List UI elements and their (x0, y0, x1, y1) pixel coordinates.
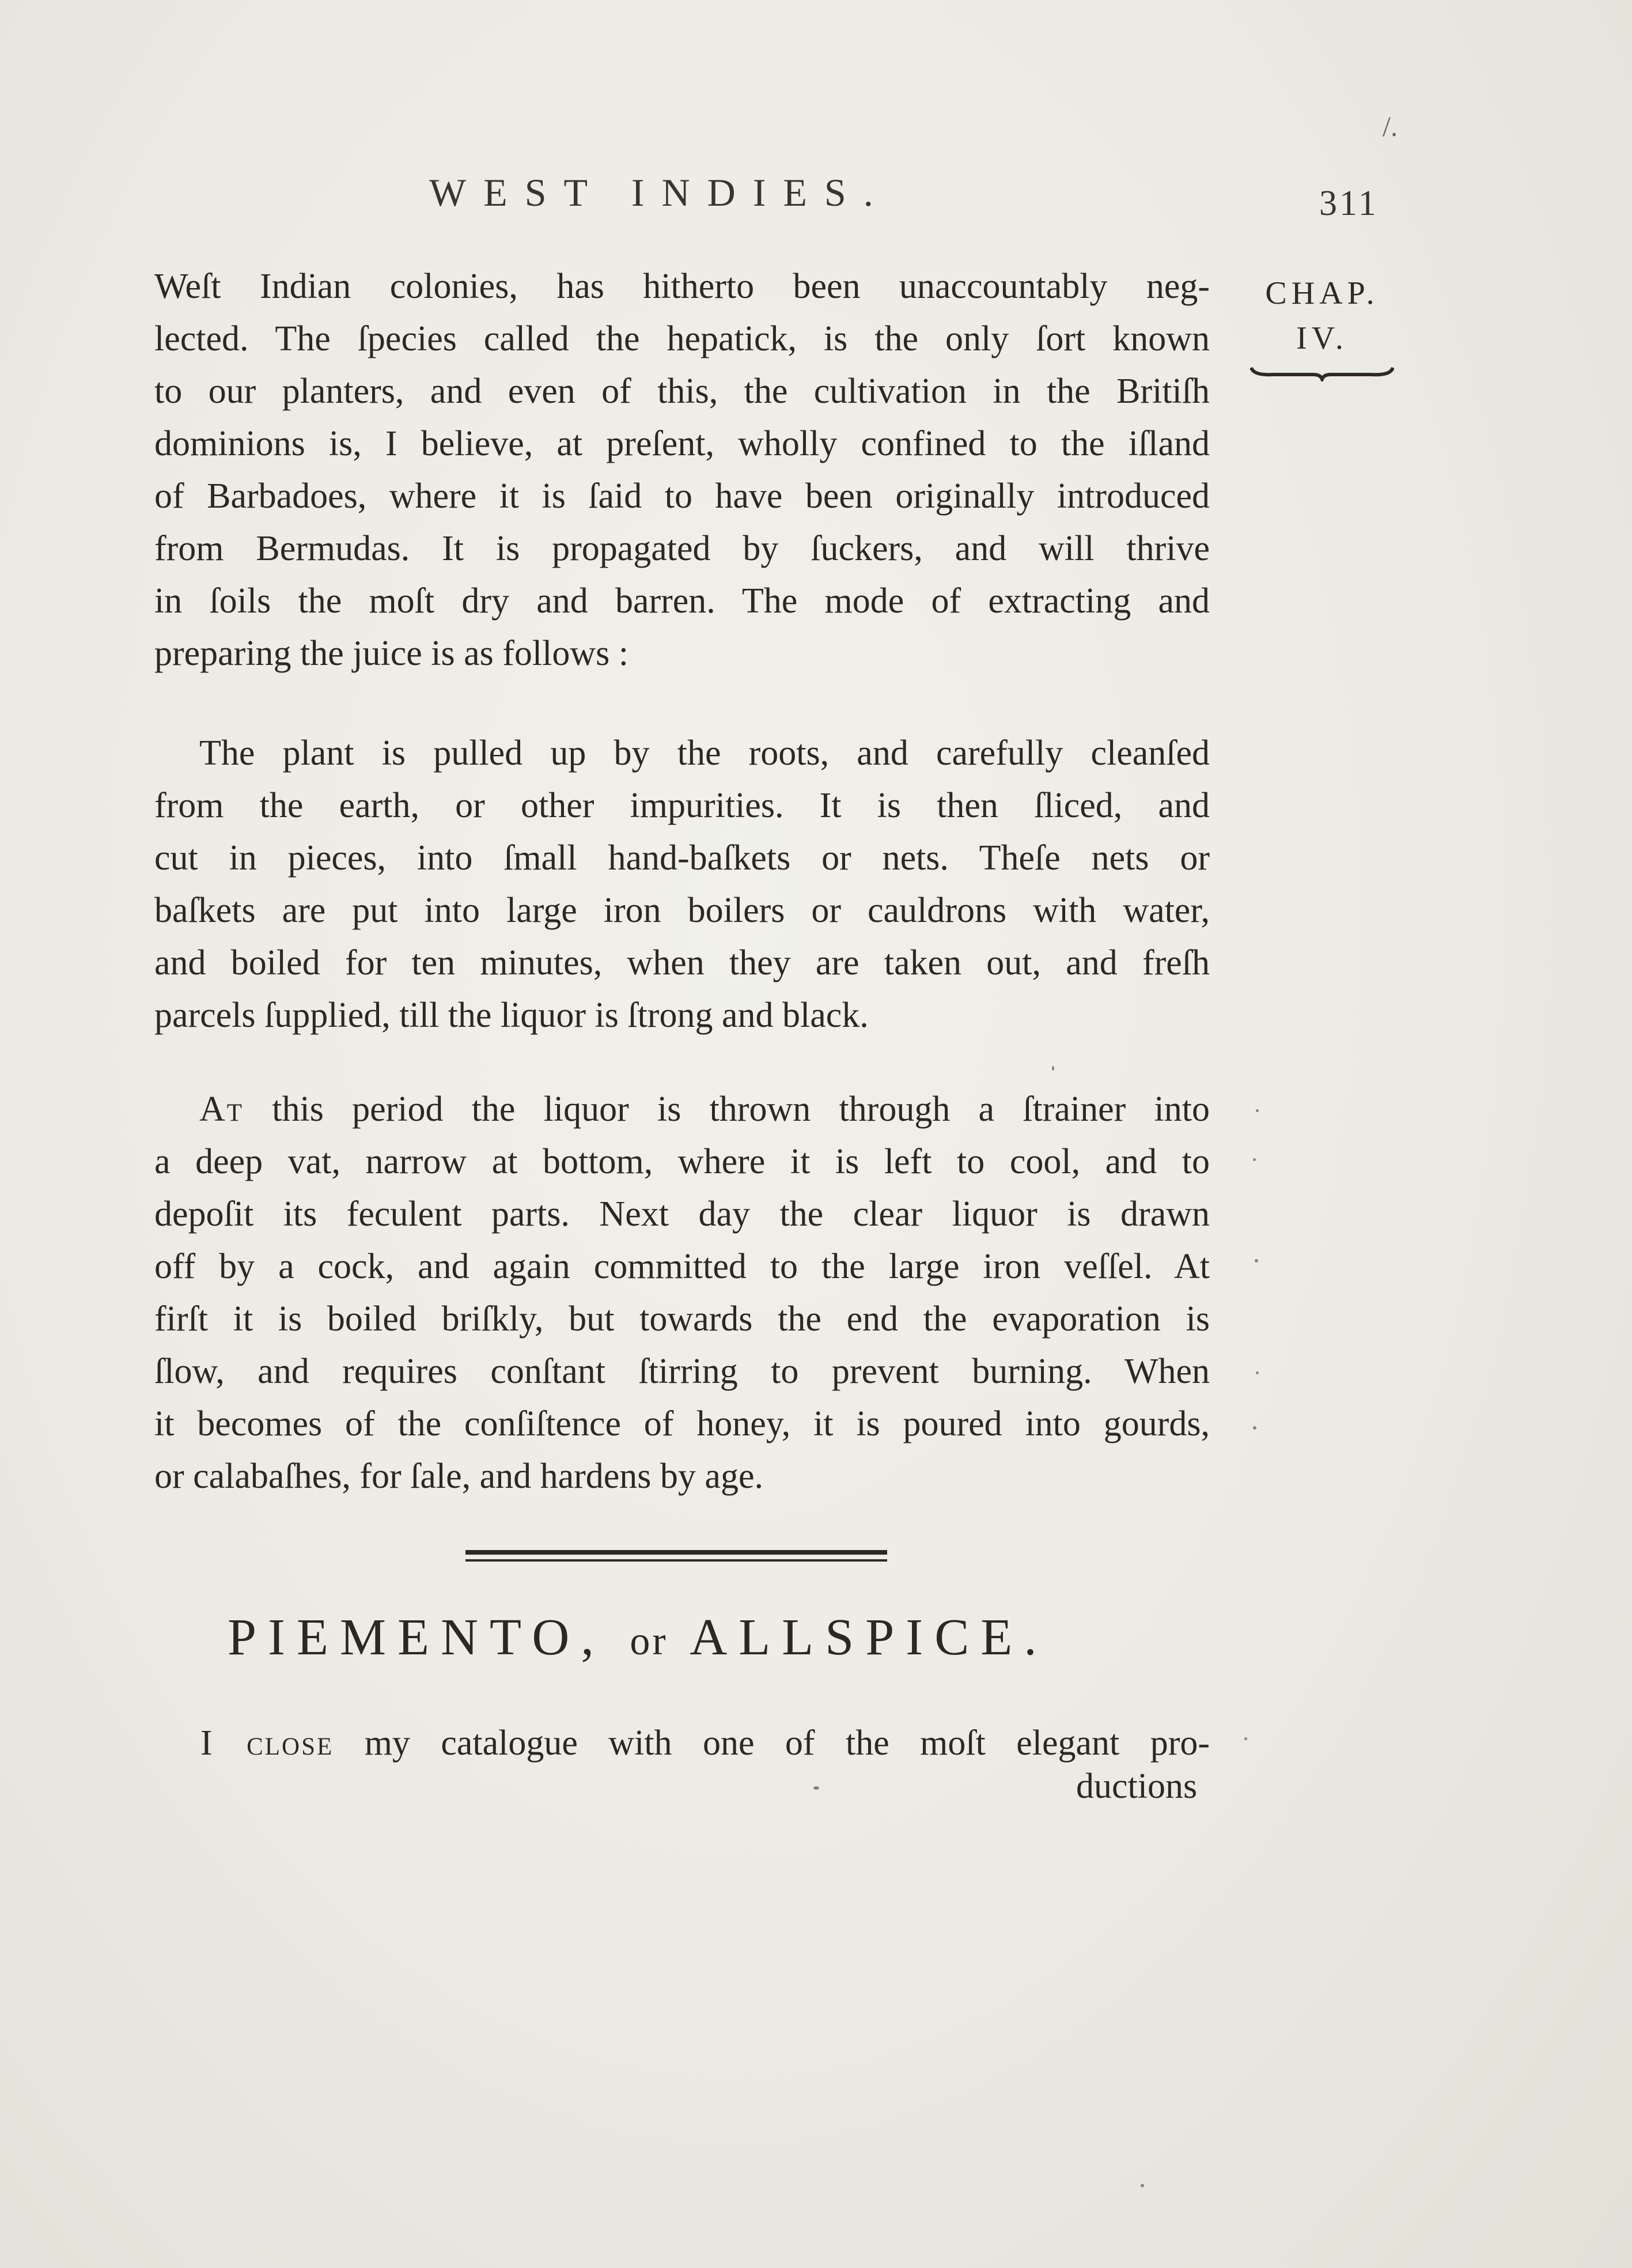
text-line: Weſt Indian colonies, has hitherto been unaccountably neg- (154, 267, 1210, 306)
paper-speck (1255, 1259, 1258, 1262)
section-rule-thin (465, 1559, 887, 1562)
text-line: a deep vat, narrow at bottom, where it is left to cool, and to (154, 1142, 1210, 1181)
text-line: it becomes of the conſiſtence of honey, it is poured into gourds, (154, 1404, 1210, 1443)
section-heading (228, 1608, 1048, 1667)
text-line: parcels ſupplied, till the liquor is ſtrong and black. (154, 996, 869, 1035)
text-line: of Barbadoes, where it is ſaid to have been originally introduced (154, 477, 1210, 516)
text-line: or calabaſhes, for ſale, and hardens by age. (154, 1457, 763, 1496)
first-line-text: this period the liquor is thrown through a ſtrainer into (244, 1090, 1210, 1129)
paragraph-liquor-processing (154, 1083, 1210, 1503)
text-line: to our planters, and even of this, the cultivation in the Britiſh (154, 372, 1210, 411)
paper-speck (1052, 1066, 1054, 1071)
drop-word: At (199, 1090, 244, 1129)
paper-speck (1253, 1426, 1256, 1430)
paragraph-allspice-intro (200, 1717, 1210, 1770)
section-title-end: ALLSPICE. (690, 1609, 1048, 1666)
paper-speck (1256, 1371, 1259, 1374)
text-line: The plant is pulled up by the roots, and carefully cleanſed (199, 734, 1210, 773)
text-line: preparing the juice is as follows : (154, 634, 629, 673)
text-line: off by a cock, and again committed to the large iron veſſel. At (154, 1247, 1210, 1286)
first-line-text: my catalogue with one of the moſt elegant pro- (334, 1723, 1210, 1763)
text-line: firſt it is boiled briſkly, but towards the end the evaporation is (154, 1299, 1210, 1339)
text-line (200, 1717, 1210, 1770)
chapter-label: CHAP. (1265, 275, 1379, 311)
text-line: from the earth, or other impurities. It is then ſliced, and (154, 786, 1210, 825)
section-title-or: or (630, 1619, 668, 1664)
paper-speck (1256, 1109, 1259, 1112)
chapter-margin-note (1244, 271, 1400, 381)
text-line: dominions is, I believe, at preſent, wholly confined to the iſland (154, 424, 1210, 463)
text-line: ſlow, and requires conſtant ſtirring to prevent burning. When (154, 1352, 1210, 1391)
paragraph-aloes-intro (154, 260, 1210, 680)
text-line: in ſoils the moſt dry and barren. The mode of extracting and (154, 581, 1210, 621)
text-line (154, 1083, 1210, 1136)
chapter-number: IV. (1296, 320, 1348, 356)
corner-pencil-mark: /. (1383, 110, 1398, 142)
paper-speck (813, 1786, 819, 1790)
paper-speck (1244, 1737, 1247, 1740)
text-line: and boiled for ten minutes, when they are taken out, and freſh (154, 943, 1210, 982)
brace-icon (1250, 364, 1394, 381)
text-line: depoſit its feculent parts. Next day the clear liquor is drawn (154, 1195, 1210, 1234)
page-number: 311 (1319, 184, 1379, 223)
text-line: cut in pieces, into ſmall hand-baſkets or nets. Theſe nets or (154, 838, 1210, 878)
running-head: WEST INDIES. (429, 171, 891, 214)
section-title-main: PIEMENTO, (228, 1609, 605, 1666)
paragraph-plant-preparation (154, 727, 1210, 1042)
text-line: from Bermudas. It is propagated by ſuckers, and will thrive (154, 529, 1210, 568)
paper-speck (1253, 1158, 1256, 1161)
section-rule-thick (465, 1550, 887, 1555)
paper-speck (1141, 2184, 1144, 2187)
catchword: ductions (1076, 1767, 1198, 1806)
text-line: baſkets are put into large iron boilers or cauldrons with water, (154, 891, 1210, 930)
text-line: lected. The ſpecies called the hepatick, is the only ſort known (154, 319, 1210, 358)
drop-word: I close (200, 1723, 334, 1763)
